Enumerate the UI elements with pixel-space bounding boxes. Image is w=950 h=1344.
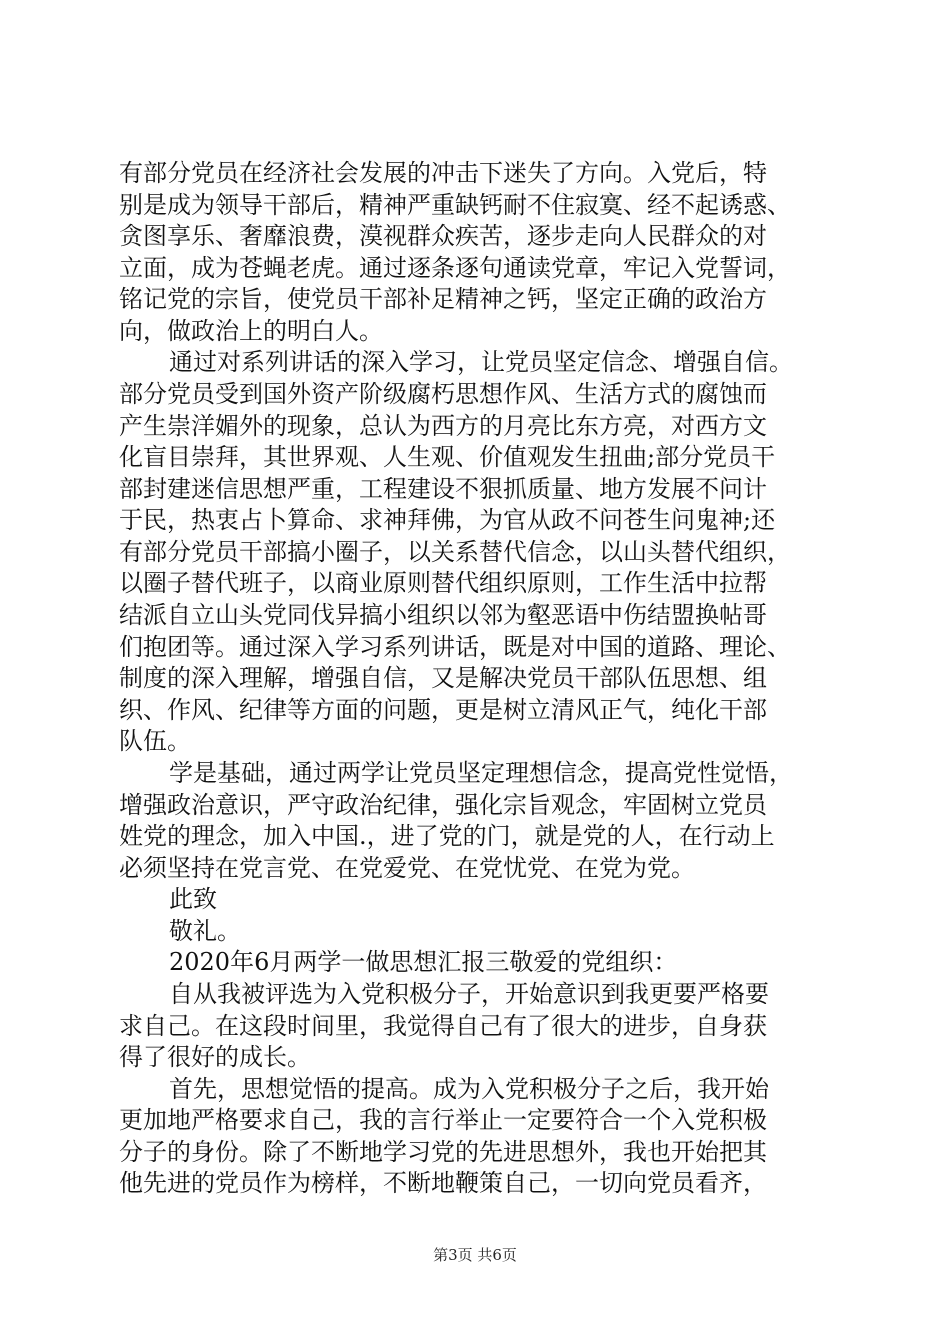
- text-line: 队伍。: [119, 727, 191, 756]
- closing-regards: 敬礼。: [169, 916, 241, 945]
- text-line: 产生崇洋媚外的现象，总认为西方的月亮比东方亮，对西方文: [119, 411, 767, 440]
- text-line: 铭记党的宗旨，使党员干部补足精神之钙，坚定正确的政治方: [119, 285, 767, 314]
- section-heading: 2020年6月两学一做思想汇报三敬爱的党组织：: [169, 948, 678, 977]
- paragraph-start: 自从我被评选为入党积极分子，开始意识到我更要严格要: [169, 979, 769, 1008]
- text-line: 分子的身份。除了不断地学习党的先进思想外，我也开始把其: [119, 1137, 767, 1166]
- text-line: 部封建迷信思想严重，工程建设不狠抓质量、地方发展不问计: [119, 474, 767, 503]
- closing-salutation: 此致: [169, 885, 217, 914]
- text-line: 贪图享乐、奢靡浪费，漠视群众疾苦，逐步走向人民群众的对: [119, 222, 767, 251]
- text-line: 别是成为领导干部后，精神严重缺钙耐不住寂寞、经不起诱惑、: [119, 190, 791, 219]
- text-line: 立面，成为苍蝇老虎。通过逐条逐句通读党章，牢记入党誓词，: [119, 253, 791, 282]
- text-line: 增强政治意识，严守政治纪律，强化宗旨观念，牢固树立党员: [119, 790, 767, 819]
- paragraph-start: 首先，思想觉悟的提高。成为入党积极分子之后，我开始: [169, 1074, 769, 1103]
- text-line: 姓党的理念，加入中国.，进了党的门，就是党的人，在行动上: [119, 822, 775, 851]
- text-line: 求自己。在这段时间里，我觉得自己有了很大的进步，自身获: [119, 1011, 767, 1040]
- text-line: 化盲目崇拜，其世界观、人生观、价值观发生扭曲;部分党员干: [119, 443, 776, 472]
- text-line: 必须坚持在党言党、在党爱党、在党忧党、在党为党。: [119, 853, 695, 882]
- text-line: 以圈子替代班子，以商业原则替代组织原则，工作生活中拉帮: [119, 569, 767, 598]
- page-footer: 第3页 共6页: [433, 1246, 517, 1264]
- text-line: 有部分党员干部搞小圈子，以关系替代信念，以山头替代组织，: [119, 537, 791, 566]
- text-line: 部分党员受到国外资产阶级腐朽思想作风、生活方式的腐蚀而: [119, 380, 767, 409]
- text-line: 制度的深入理解，增强自信，又是解决党员干部队伍思想、组: [119, 664, 767, 693]
- text-line: 织、作风、纪律等方面的问题，更是树立清风正气，纯化干部: [119, 695, 767, 724]
- text-line: 于民，热衷占卜算命、求神拜佛，为官从政不问苍生问鬼神;还: [119, 506, 776, 535]
- paragraph-start: 学是基础，通过两学让党员坚定理想信念，提高党性觉悟，: [169, 758, 793, 787]
- text-line: 结派自立山头党同伐异搞小组织以邻为壑恶语中伤结盟换帖哥: [119, 601, 767, 630]
- text-line: 他先进的党员作为榜样，不断地鞭策自己，一切向党员看齐，: [119, 1169, 767, 1198]
- text-line: 得了很好的成长。: [119, 1043, 311, 1072]
- text-line: 向，做政治上的明白人。: [119, 316, 383, 345]
- paragraph-start: 通过对系列讲话的深入学习，让党员坚定信念、增强自信。: [169, 348, 793, 377]
- text-line: 们抱团等。通过深入学习系列讲话，既是对中国的道路、理论、: [119, 632, 791, 661]
- text-line: 更加地严格要求自己，我的言行举止一定要符合一个入党积极: [119, 1106, 767, 1135]
- text-line: 有部分党员在经济社会发展的冲击下迷失了方向。入党后，特: [119, 159, 767, 187]
